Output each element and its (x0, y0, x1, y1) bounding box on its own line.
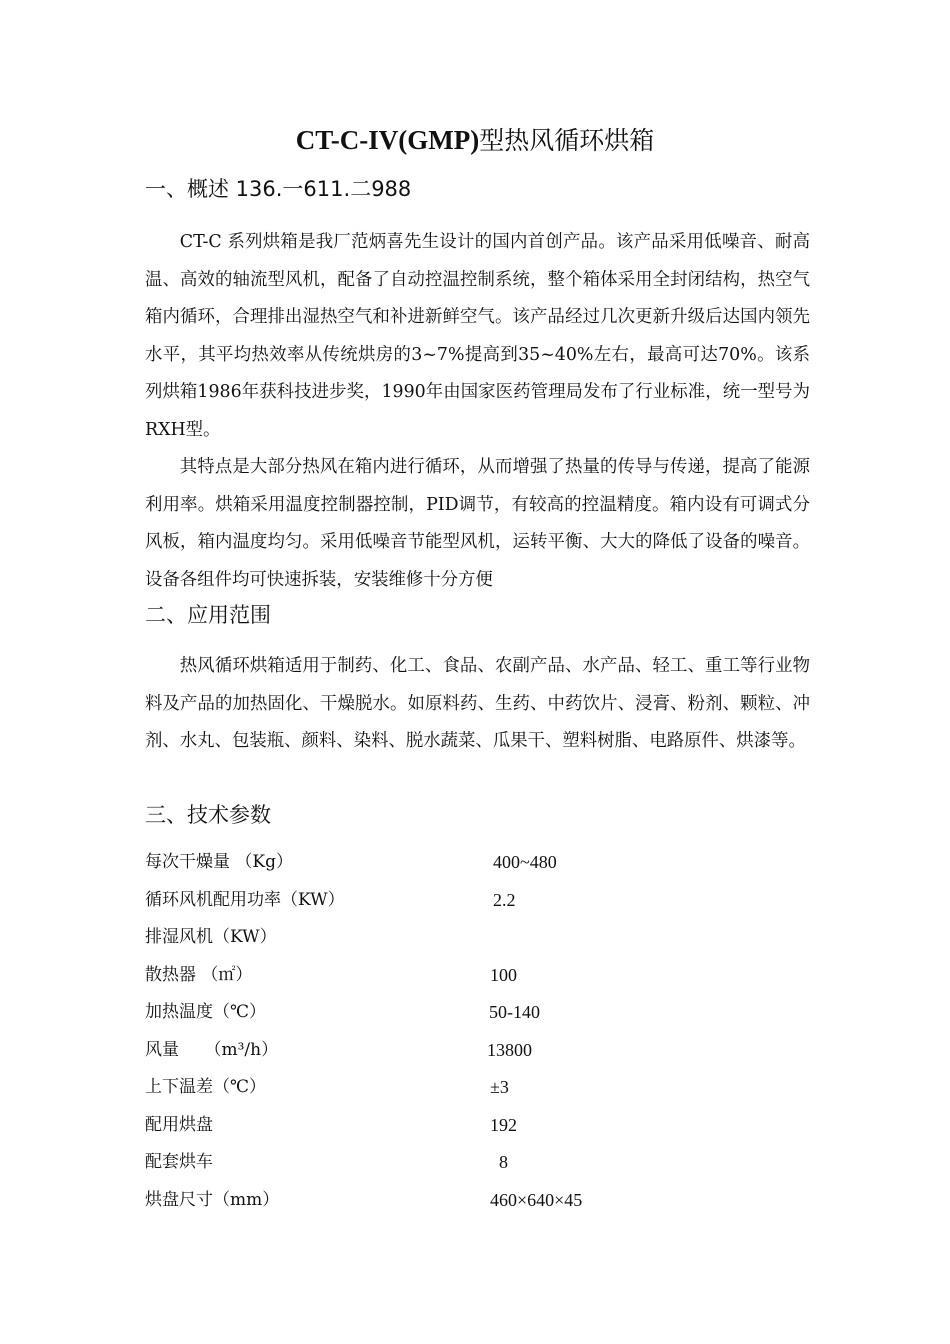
spec-row (145, 1107, 705, 1145)
spec-value: 13800 (487, 1039, 532, 1060)
spec-value: 2.2 (493, 889, 516, 910)
spec-table (145, 844, 705, 1219)
section-heading-overview: 一、概述 136.一611.二988 (145, 177, 412, 201)
spec-label: 风量 （m³/h） (145, 1039, 279, 1060)
application-paragraph: 热风循环烘箱适用于制药、化工、食品、农副产品、水产品、轻工、重工等行业物料及产品的加热固化、干燥脱水。如原料药、生药、中药饮片、浸膏、粉剂、颗粒、冲剂、水丸、包装瓶、颜料、染料、脱水蔬菜、瓜果干、塑料树脂、电路原件、烘漆等。 (145, 656, 810, 751)
spec-label: 配套烘车 (145, 1152, 213, 1172)
spec-label: 配用烘盘 (145, 1114, 213, 1135)
spec-label: 每次干燥量 （Kg） (145, 852, 293, 872)
title-name: 型热风循环烘箱 (479, 126, 655, 155)
spec-row (145, 1144, 705, 1182)
spec-label: 上下温差（℃） (145, 1077, 267, 1097)
spec-row (145, 882, 705, 920)
spec-value: 100 (490, 964, 517, 985)
spec-row (145, 957, 705, 995)
section-heading-specs: 三、技术参数 (145, 803, 271, 827)
spec-row (145, 844, 705, 882)
spec-label: 排湿风机（KW） (145, 927, 277, 947)
spec-value: 50-140 (489, 1002, 540, 1022)
overview-paragraph-2: 其特点是大部分热风在箱内进行循环，从而增强了热量的传导与传递，提高了能源利用率。烘箱采用温度控制器控制，PID调节，有较高的控温精度。箱内设有可调式分风板，箱内温度均匀。采用低噪音节能型风机，运转平衡、大大的降低了设备的噪音。设备各组件均可快速拆装，安装维修十分方便 (145, 457, 810, 590)
spec-label: 烘盘尺寸（mm） (145, 1189, 280, 1210)
section-heading-application: 二、应用范围 (145, 603, 271, 627)
spec-label: 循环风机配用功率（KW） (145, 889, 345, 910)
spec-row (145, 1182, 705, 1220)
spec-value: 460×640×45 (490, 1189, 583, 1210)
spec-value: 192 (490, 1114, 517, 1135)
overview-paragraph-1: CT-C 系列烘箱是我厂范炳喜先生设计的国内首创产品。该产品采用低噪音、耐高温、高效的轴流型风机，配备了自动控温控制系统，整个箱体采用全封闭结构，热空气箱内循环，合理排出湿热空气和补进新鲜空气。该产品经过几次更新升级后达国内领先水平，其平均热效率从传统烘房的3~7%提高到35~40%左右，最高可达70%。该系列烘箱1986年获科技进步奖，1990年由国家医药管理局发布了行业标准，统一型号为RXH型。 (145, 232, 810, 440)
spec-row (145, 919, 705, 957)
spec-row (145, 1069, 705, 1107)
spec-value: 400~480 (493, 852, 557, 872)
spec-row (145, 994, 705, 1032)
spec-value: 8 (499, 1152, 508, 1172)
document-title (0, 122, 950, 159)
spec-value: ±3 (490, 1077, 509, 1097)
title-model: CT-C-IV(GMP) (295, 125, 480, 155)
spec-label: 散热器 （㎡） (145, 964, 253, 985)
spec-label: 加热温度（℃） (145, 1002, 267, 1022)
spec-row (145, 1032, 705, 1070)
